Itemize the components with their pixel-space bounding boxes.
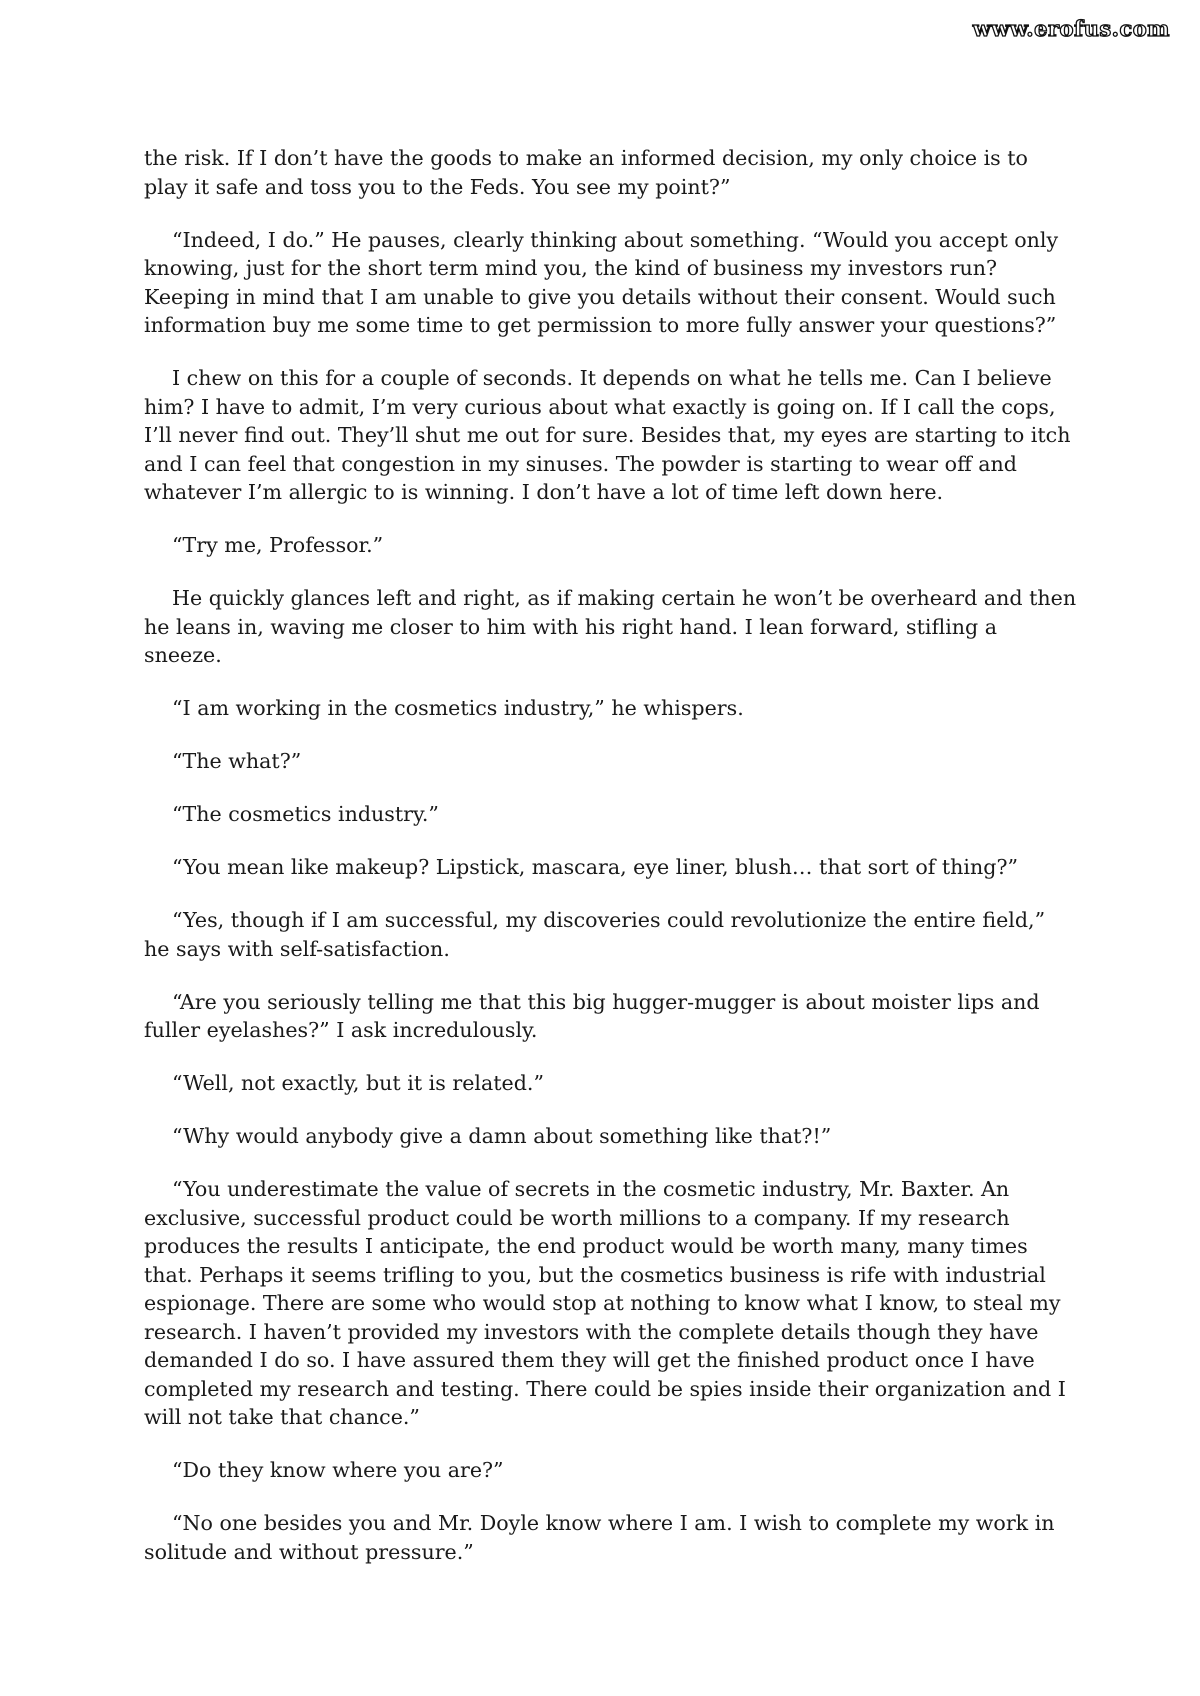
text-line: I’ll never find out. They’ll shut me out for sure. Besides that, my eyes are starting to itch	[144, 423, 1071, 447]
paragraph	[144, 531, 1064, 560]
text-line: “I am working in the cosmetics industry,” he whispers.	[172, 696, 744, 720]
text-line: him? I have to admit, I’m very curious about what exactly is going on. If I call the cops,	[144, 394, 1056, 419]
text-line: I chew on this for a couple of seconds. It depends on what he tells me. Can I believe	[172, 366, 1052, 390]
paragraph	[144, 747, 1064, 776]
paragraph	[144, 1456, 1064, 1485]
text-line: produces the results I anticipate, the end product would be worth many, many times	[144, 1234, 1028, 1258]
paragraph	[144, 800, 1064, 829]
text-line: exclusive, successful product could be worth millions to a company. If my research	[144, 1205, 1010, 1230]
text-line: “The cosmetics industry.”	[172, 802, 439, 826]
paragraph	[144, 1069, 1064, 1098]
paragraph	[144, 906, 1064, 963]
paragraph	[144, 584, 1077, 670]
text-line: that. Perhaps it seems trifling to you, but the cosmetics business is rife with industrial	[144, 1262, 1046, 1287]
text-line: completed my research and testing. There could be spies inside their organization and I	[144, 1376, 1066, 1401]
text-line: solitude and without pressure.”	[144, 1539, 474, 1564]
text-line: sneeze.	[144, 643, 222, 667]
text-line: “Try me, Professor.”	[172, 533, 384, 557]
text-line: will not take that chance.”	[144, 1405, 420, 1429]
text-line: “Indeed, I do.” He pauses, clearly thinking about something. “Would you accept only	[172, 227, 1059, 252]
paragraph	[144, 853, 1064, 882]
text-line: espionage. There are some who would stop at nothing to know what I know, to steal my	[144, 1291, 1061, 1315]
text-line: “No one besides you and Mr. Doyle know where I am. I wish to complete my work in	[172, 1511, 1055, 1535]
text-line: “Are you seriously telling me that this big hugger-mugger is about moister lips and	[172, 989, 1040, 1014]
text-line: “The what?”	[172, 749, 302, 773]
paragraph	[144, 1122, 1064, 1151]
page-body	[144, 144, 1077, 1566]
paragraph	[144, 364, 1071, 507]
paragraph	[144, 144, 1064, 201]
paragraph	[144, 694, 1064, 723]
text-line: the risk. If I don’t have the goods to make an informed decision, my only choice is to	[144, 146, 1028, 170]
text-line: and I can feel that congestion in my sinuses. The powder is starting to wear off and	[144, 451, 1017, 476]
text-line: He quickly glances left and right, as if making certain he won’t be overheard and then	[172, 586, 1077, 610]
text-line: fuller eyelashes?” I ask incredulously.	[144, 1018, 538, 1042]
site-watermark: www.erofus.com	[972, 16, 1170, 41]
text-line: whatever I’m allergic to is winning. I don’t have a lot of time left down here.	[144, 480, 944, 504]
text-line: “You underestimate the value of secrets in the cosmetic industry, Mr. Baxter. An	[172, 1177, 1010, 1201]
text-line: knowing, just for the short term mind you, the kind of business my investors run?	[144, 256, 998, 280]
text-line: “You mean like makeup? Lipstick, mascara, eye liner, blush… that sort of thing?”	[172, 855, 1019, 879]
paragraph	[144, 1509, 1064, 1566]
paragraph	[144, 1175, 1064, 1432]
text-line: research. I haven’t provided my investors with the complete details though they have	[144, 1319, 1039, 1344]
text-line: “Well, not exactly, but it is related.”	[172, 1071, 544, 1095]
text-line: information buy me some time to get permission to more fully answer your questions?”	[144, 313, 1057, 337]
text-line: he leans in, waving me closer to him with his right hand. I lean forward, stifling a	[144, 614, 998, 639]
text-line: demanded I do so. I have assured them they will get the finished product once I have	[144, 1348, 1035, 1372]
text-line: “Why would anybody give a damn about something like that?!”	[172, 1124, 832, 1148]
paragraph	[144, 988, 1064, 1045]
text-line: he says with self-satisfaction.	[144, 936, 450, 961]
paragraph	[144, 226, 1064, 340]
text-line: “Do they know where you are?”	[172, 1458, 504, 1482]
text-line: play it safe and toss you to the Feds. You see my point?”	[144, 174, 731, 199]
text-line: Keeping in mind that I am unable to give you details without their consent. Would such	[144, 284, 1056, 309]
text-line: “Yes, though if I am successful, my discoveries could revolutionize the entire field,”	[172, 908, 1046, 932]
